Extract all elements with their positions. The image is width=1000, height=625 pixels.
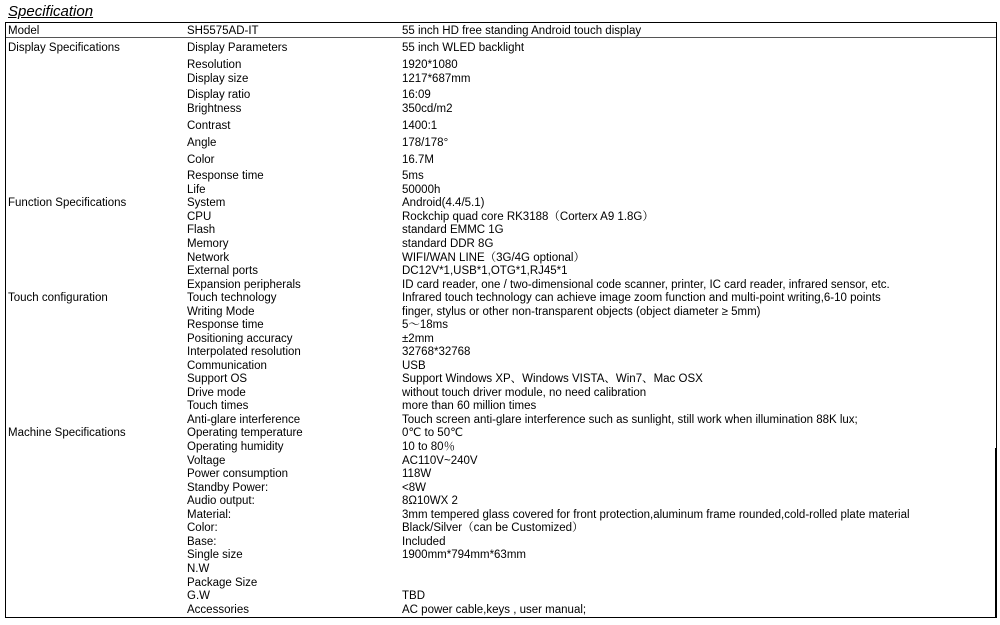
value-cell: Included [402, 536, 446, 548]
value-cell: 1217*687mm [402, 73, 471, 85]
value-cell: 1400:1 [402, 120, 438, 132]
value-cell: TBD [402, 590, 425, 602]
value-cell: ID card reader, one / two-dimensional code scanner, printer, IC card reader, infrared sensor, etc. [402, 279, 890, 291]
value-cell: Touch screen anti-glare interference such as sunlight, still work when illumination 88K lux; [402, 414, 858, 426]
value-cell: 5～18ms [402, 319, 449, 331]
parameter-cell: Color [187, 154, 215, 166]
value-cell: 16.7M [402, 154, 434, 166]
category-cell: Display Specifications [8, 42, 120, 54]
parameter-cell: Interpolated resolution [187, 346, 301, 358]
table-row [6, 153, 996, 167]
value-cell: AC power cable,keys , user manual; [402, 604, 587, 616]
parameter-cell: Display ratio [187, 89, 251, 101]
table-row [6, 494, 996, 508]
value-cell: 1920*1080 [402, 59, 458, 71]
parameter-cell: Life [187, 184, 206, 196]
table-row [6, 278, 996, 292]
value-cell: without touch driver module, no need calibration [402, 387, 647, 399]
table-row [6, 223, 996, 237]
table-row [6, 24, 996, 38]
parameter-cell: Network [187, 252, 230, 264]
parameter-cell: Audio output: [187, 495, 255, 507]
parameter-cell: Operating humidity [187, 441, 284, 453]
value-cell: AC110V~240V [402, 455, 478, 467]
parameter-cell: Response time [187, 319, 264, 331]
table-row [6, 576, 996, 590]
category-cell: Touch configuration [8, 292, 108, 304]
parameter-cell: Operating temperature [187, 427, 303, 439]
value-cell: 350cd/m2 [402, 103, 453, 115]
category-cell: Machine Specifications [8, 427, 126, 439]
table-row [6, 562, 996, 576]
value-cell: 10 to 80％ [402, 441, 456, 453]
table-row [6, 136, 996, 150]
value-cell: 55 inch WLED backlight [402, 42, 525, 54]
parameter-cell: Drive mode [187, 387, 246, 399]
value-cell: Black/Silver（can be Customized） [402, 522, 584, 534]
table-row [6, 413, 996, 427]
table-row [6, 426, 996, 440]
value-cell: Support Windows XP、Windows VISTA、Win7、Mac OSX [402, 373, 703, 385]
parameter-cell: Communication [187, 360, 267, 372]
table-row [6, 359, 996, 373]
parameter-cell: Accessories [187, 604, 249, 616]
value-cell: USB [402, 360, 426, 372]
table-row [6, 264, 996, 278]
value-cell: WIFI/WAN LINE（3G/4G optional） [402, 252, 585, 264]
parameter-cell: Color: [187, 522, 218, 534]
parameter-cell: Package Size [187, 577, 258, 589]
parameter-cell: Response time [187, 170, 264, 182]
parameter-cell: Flash [187, 224, 216, 236]
value-cell: 118W [402, 468, 432, 480]
table-row [6, 102, 996, 116]
value-cell: <8W [402, 482, 426, 494]
table-row [6, 399, 996, 413]
parameter-cell: Anti-glare interference [187, 414, 301, 426]
parameter-cell: Display Parameters [187, 42, 288, 54]
table-row [6, 251, 996, 265]
parameter-cell: Contrast [187, 120, 231, 132]
parameter-cell: Base: [187, 536, 217, 548]
table-row [6, 88, 996, 102]
parameter-cell: N.W [187, 563, 210, 575]
parameter-cell: Positioning accuracy [187, 333, 293, 345]
parameter-cell: Resolution [187, 59, 242, 71]
value-cell: 3mm tempered glass covered for front protection,aluminum frame rounded,cold-rolled plate material [402, 509, 910, 521]
parameter-cell: Touch technology [187, 292, 277, 304]
value-cell: Infrared touch technology can achieve image zoom function and multi-point writing,6-10 points [402, 292, 881, 304]
value-cell: Rockchip quad core RK3188（Corterx A9 1.8G） [402, 211, 654, 223]
parameter-cell: SH5575AD-IT [187, 25, 259, 37]
page-title: Specification [8, 3, 94, 20]
table-row [6, 169, 996, 183]
parameter-cell: CPU [187, 211, 212, 223]
table-row [6, 318, 996, 332]
table-row [6, 603, 996, 617]
parameter-cell: Touch times [187, 400, 249, 412]
value-cell: 8Ω10WX 2 [402, 495, 458, 507]
table-row [6, 210, 996, 224]
table-row [6, 589, 996, 603]
table-row [6, 481, 996, 495]
table-row [6, 548, 996, 562]
value-cell: more than 60 million times [402, 400, 537, 412]
value-cell: 16:09 [402, 89, 431, 101]
parameter-cell: Standby Power: [187, 482, 269, 494]
value-cell: finger, stylus or other non-transparent objects (object diameter ≥ 5mm) [402, 306, 761, 318]
value-cell: 1900mm*794mm*63mm [402, 549, 526, 561]
value-cell: 178/178° [402, 137, 449, 149]
table-row [6, 305, 996, 319]
value-cell: 32768*32768 [402, 346, 471, 358]
table-row [6, 345, 996, 359]
category-cell: Function Specifications [8, 197, 127, 209]
parameter-cell: External ports [187, 265, 258, 277]
parameter-cell: Power consumption [187, 468, 288, 480]
table-row [6, 372, 996, 386]
value-cell: 50000h [402, 184, 441, 196]
parameter-cell: Brightness [187, 103, 242, 115]
table-row [6, 521, 996, 535]
table-row [6, 237, 996, 251]
parameter-cell: Memory [187, 238, 229, 250]
table-row [6, 291, 996, 305]
parameter-cell: Single size [187, 549, 243, 561]
table-row [6, 183, 996, 197]
table-row [6, 72, 996, 86]
table-row [6, 508, 996, 522]
parameter-cell: Material: [187, 509, 232, 521]
table-row [6, 535, 996, 549]
parameter-cell: G.W [187, 590, 210, 602]
spec-table [5, 22, 997, 618]
parameter-cell: Display size [187, 73, 249, 85]
table-row [6, 332, 996, 346]
table-row [6, 119, 996, 133]
table-row [6, 386, 996, 400]
table-row [6, 440, 996, 454]
parameter-cell: System [187, 197, 226, 209]
table-row [6, 454, 996, 468]
table-row [6, 58, 996, 72]
value-cell: 55 inch HD free standing Android touch display [402, 25, 642, 37]
value-cell: standard DDR 8G [402, 238, 494, 250]
value-cell: 0℃ to 50℃ [402, 427, 463, 439]
table-row [6, 467, 996, 481]
value-cell: 5ms [402, 170, 424, 182]
parameter-cell: Voltage [187, 455, 226, 467]
parameter-cell: Writing Mode [187, 306, 255, 318]
table-row [6, 41, 996, 55]
parameter-cell: Support OS [187, 373, 248, 385]
value-cell: Android(4.4/5.1) [402, 197, 485, 209]
value-cell: DC12V*1,USB*1,OTG*1,RJ45*1 [402, 265, 568, 277]
value-cell: standard EMMC 1G [402, 224, 504, 236]
value-cell: ±2mm [402, 333, 434, 345]
table-row [6, 196, 996, 210]
category-cell: Model [8, 25, 40, 37]
parameter-cell: Angle [187, 137, 217, 149]
parameter-cell: Expansion peripherals [187, 279, 301, 291]
